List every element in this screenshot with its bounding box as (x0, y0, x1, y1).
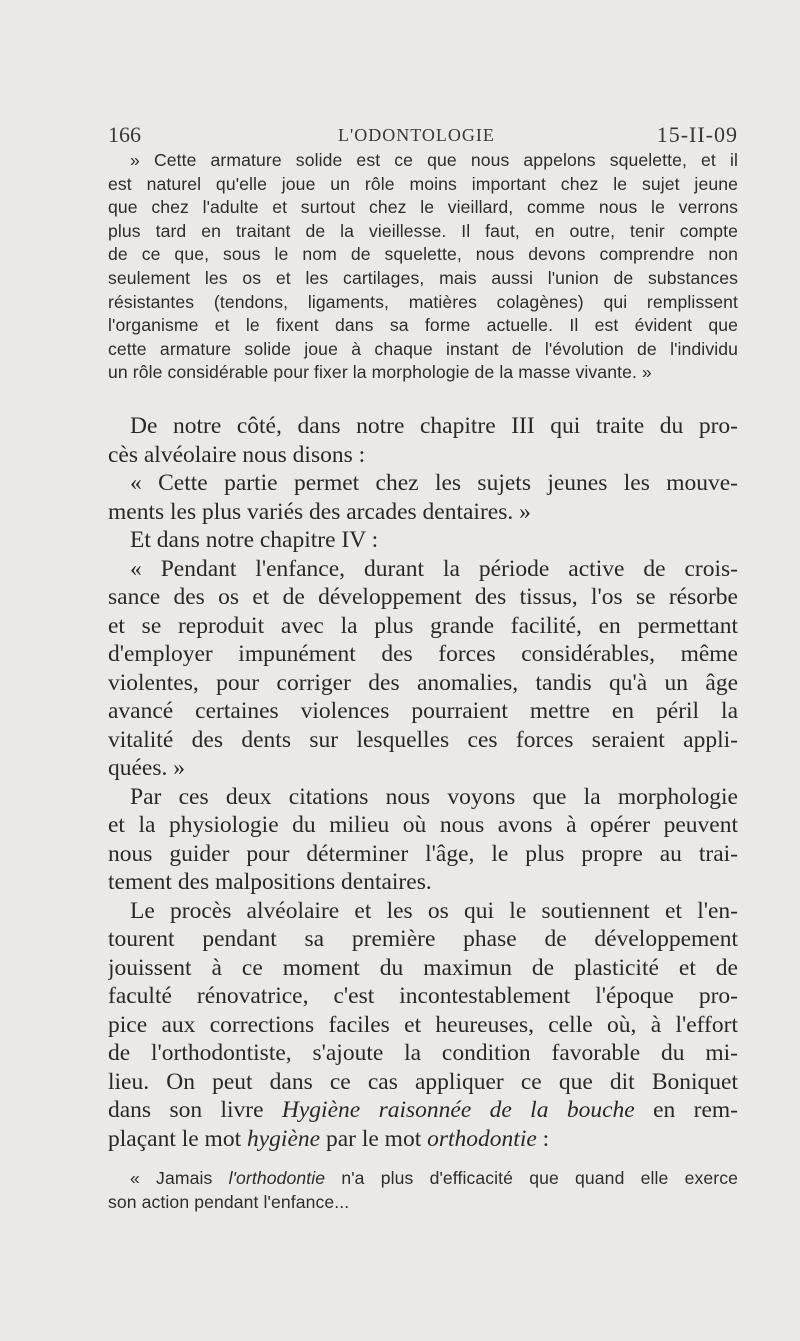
text-line: que chez l'adulte et surtout chez le vieillard, comme nous le verrons (108, 197, 738, 218)
text-run: : (536, 1125, 550, 1152)
text-run: « Jamais (130, 1168, 229, 1188)
text-line: et la physiologie du milieu où nous avons à opérer peuvent (108, 812, 738, 838)
text-line: avancé certaines violences pourraient mettre en péril la (108, 698, 738, 724)
body-text (108, 412, 738, 1153)
paragraph-6 (108, 897, 738, 1154)
text-line: et se reproduit avec la plus grande facilité, en permettant (108, 612, 738, 639)
text-line: Et dans notre chapitre IV : (130, 527, 379, 553)
text-line: un rôle considérable pour fixer la morphologie de la masse vivante. » (108, 362, 652, 383)
paragraph-1 (108, 412, 738, 469)
journal-title: L'ODONTOLOGIE (338, 125, 495, 145)
text-line: de ce que, sous le nom de squelette, nous devons comprendre non (108, 244, 738, 265)
text-line: De notre côté, dans notre chapitre III qui traite du pro- (130, 413, 738, 439)
text-run: plaçant le mot (108, 1125, 247, 1152)
text-line: l'organisme et le fixent dans sa forme actuelle. Il est évident que (108, 315, 738, 336)
text-line-with-italic-title (108, 1096, 738, 1125)
italic-term: orthodontie (427, 1125, 537, 1152)
text-line: tement des malpositions dentaires. (108, 869, 432, 895)
text-line: nous guider pour déterminer l'âge, le plus propre au trai- (108, 840, 738, 867)
italic-term: l'orthodontie (228, 1168, 326, 1188)
text-line: cette armature solide joue à chaque instant de l'évolution de l'individu (108, 338, 738, 359)
running-header (108, 122, 738, 152)
text-line: Le procès alvéolaire et les os qui le soutiennent et l'en- (130, 897, 738, 924)
text-run: en rem- (634, 1097, 738, 1123)
text-line: jouissent à ce moment du maximun de plasticité et de (108, 954, 738, 981)
text-line: ments les plus variés des arcades dentaires. » (108, 498, 531, 525)
page-number: 166 (108, 122, 141, 147)
text-line: cès alvéolaire nous disons : (108, 441, 366, 468)
paragraph-2 (108, 469, 738, 526)
paragraph-3 (108, 526, 738, 555)
text-line: seulement les os et les cartilages, mais aussi l'union de substances (108, 267, 738, 288)
text-line: de l'orthodontiste, s'ajoute la condition favorable du mi- (108, 1040, 738, 1066)
book-title: Hygiène raisonnée de la bouche (281, 1097, 635, 1123)
text-line: quées. » (108, 755, 186, 781)
text-run: n'a plus d'efficacité que quand elle exerce (325, 1168, 738, 1188)
text-line: résistantes (tendons, ligaments, matières colagènes) qui remplissent (108, 291, 738, 312)
text-line-with-italics (108, 1125, 738, 1154)
text-line: d'employer impunément des forces considérables, même (108, 641, 738, 667)
text-line: est naturel qu'elle joue un rôle moins important chez le sujet jeune (108, 173, 738, 194)
text-line: sance des os et de développement des tissus, l'os se résorbe (108, 584, 738, 610)
text-line: violentes, pour corriger des anomalies, tandis qu'à un âge (108, 669, 738, 696)
text-line: Par ces deux citations nous voyons que la morphologie (130, 783, 738, 810)
text-line: « Pendant l'enfance, durant la période active de crois- (130, 555, 738, 582)
paragraph-5 (108, 783, 738, 897)
text-line (108, 1167, 738, 1191)
quote-block-2 (108, 1167, 738, 1214)
text-line: pice aux corrections faciles et heureuses, celle où, à l'effort (108, 1011, 738, 1038)
paragraph-4 (108, 555, 738, 783)
issue-date: 15-II-09 (656, 122, 738, 147)
text-line: plus tard en traitant de la vieillesse. Il faut, en outre, tenir compte (108, 220, 738, 241)
text-line: lieu. On peut dans ce cas appliquer ce que dit Boniquet (108, 1068, 738, 1095)
text-line: tourent pendant sa première phase de développement (108, 926, 738, 952)
text-line: » Cette armature solide est ce que nous appelons squelette, et il (130, 150, 738, 170)
text-line: « Cette partie permet chez les sujets jeunes les mouve- (130, 470, 738, 496)
text-line: son action pendant l'enfance... (108, 1191, 350, 1212)
text-line: faculté rénovatrice, c'est incontestablement l'époque pro- (108, 983, 738, 1009)
text-line: vitalité des dents sur lesquelles ces forces seraient appli- (108, 726, 738, 753)
text-run: par le mot (320, 1125, 428, 1152)
italic-term: hygiène (247, 1125, 321, 1152)
text-run: dans son livre (108, 1097, 282, 1123)
quote-block-1 (108, 149, 738, 385)
